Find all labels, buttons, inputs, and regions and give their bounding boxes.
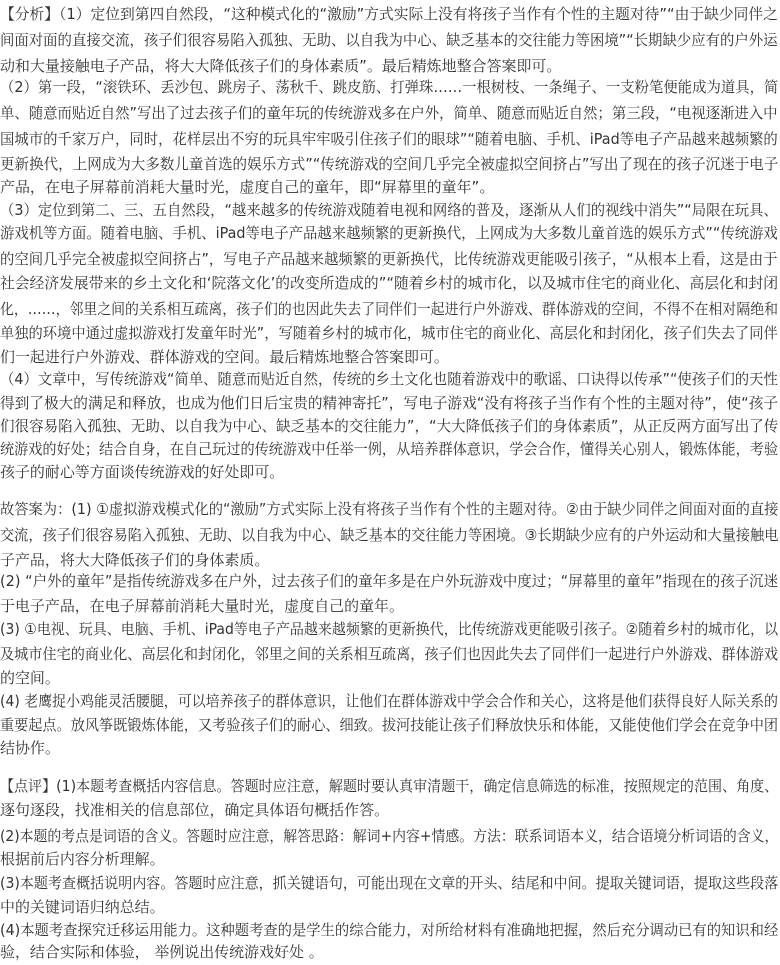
analysis-line: 更新换代，上网成为大多数儿童首选的娱乐方式”“传统游戏的空间几乎完全被虚拟空间挤占”写出了现在的孩子沉迷于电子 [0,155,778,173]
answer-line: 交流，孩子们很容易陷入孤独、无助、以自我为中心、缺乏基本的交往能力等困境。③长期缺少应有的户外运动和大量接触电 [0,526,778,544]
analysis-line: 单、随意而贴近自然”写出了过去孩子们的童年玩的传统游戏多在户外，简单、随意而贴近自然；第三段，“电视逐渐进入中 [0,104,778,122]
answer-line: 重要起点。放风筝既锻炼体能，又考验孩子们的耐心、细致。拔河技能让孩子们释放快乐和体能，又能使他们学会在竞争中团 [0,716,778,734]
comment-line: 中的关键词语归纳总结。 [0,898,165,916]
analysis-line: 得到了极大的满足和释放，也成为他们日后宝贵的精神寄托”，写电子游戏“没有将孩子当作有个性的主题对待”，使“孩子 [0,394,778,412]
analysis-line: 统游戏的好处；结合自身，在自己玩过的传统游戏中任举一例，从培养群体意识，学会合作，懂得关心别人，锻炼体能，考验 [0,440,778,458]
answer-line: (4) 老鹰捉小鸡能灵活腰腿，可以培养孩子的群体意识，让他们在群体游戏中学会合作和关心，这将是他们获得良好人际关系的 [0,692,778,710]
answer-line: 子产品，将大大降低孩子们的身体素质。 [0,551,270,569]
comment-line: 逐句逐段，找准相关的信息部位，确定具体语句概括作答。 [0,801,390,819]
analysis-line: 们一起进行户外游戏、群体游戏的空间。最后精炼地整合答案即可。 [0,348,449,366]
analysis-line: 动和大量接触电子产品，将大大降低孩子们的身体素质”。最后精炼地整合答案即可。 [0,57,562,75]
analysis-line: 游戏机等方面。随着电脑、手机、iPad等电子产品越来越频繁的更新换代，上网成为大多数儿童首选的娱乐方式”“传统游戏 [0,224,778,242]
comment-line: 根据前后内容分析理解。 [0,850,165,868]
analysis-line: 国城市的千家万户，同时，花样层出不穷的玩具牢牢吸引住孩子们的眼球”“随着电脑、手机、iPad等电子产品越来越频繁的 [0,130,778,148]
analysis-line: 的空间几乎完全被虚拟空间挤占”，写电子产品越来越频繁的更新换代，比传统游戏更能吸引孩子，“从根本上看，这是由于 [0,250,778,268]
analysis-line: 单独的环境中通过虚拟游戏打发童年时光”，写随着乡村的城市化，城市住宅的商业化、高层化和封闭化，孩子们失去了同伴 [0,324,778,342]
analysis-line: 产品，在电子屏幕前消耗大量时光，虚度自己的童年，即“屏幕里的童年”。 [0,178,495,196]
analysis-line: （2）第一段，“滚铁环、丢沙包、跳房子、荡秋千、跳皮筋、打弹珠……一根树枝、一条绳子、一支粉笔便能成为道具，简 [0,78,778,96]
analysis-line: （4）文章中，写传统游戏“简单、随意而贴近自然，传统的乡土文化也随着游戏中的歌谣、口诀得以传承”“使孩子们的天性 [0,370,778,388]
answer-line: 结协作。 [0,739,60,757]
analysis-line: 间面对面的直接交流，孩子们很容易陷入孤独、无助、以自我为中心、缺乏基本的交往能力等困境”“长期缺少应有的户外运 [0,31,778,49]
analysis-line: 社会经济发展带来的乡土文化和‘院落文化’的改变所造成的”“随着乡村的城市化，以及城市住宅的商业化、高层化和封闭 [0,274,778,292]
analysis-line: 们很容易陷入孤独、无助、以自我为中心、缺乏基本的交往能力”，“大大降低孩子们的身体素质”，从正反两方面写出了传 [0,417,778,435]
analysis-line: 【分析】（1）定位到第四自然段，“这种模式化的“激励”方式实际上没有将孩子当作有个性的主题对待”“由于缺少同伴之 [0,5,778,23]
answer-line: (2) “户外的童年”是指传统游戏多在户外，过去孩子们的童年多是在户外玩游戏中度过；“屏幕里的童年”指现在的孩子沉迷 [0,572,778,590]
answer-line: 于电子产品，在电子屏幕前消耗大量时光，虚度自己的童年。 [0,597,404,615]
comment-line: (4)本题考查探究迁移运用能力。这种题考查的是学生的综合能力，对所给材料有准确地把握，然后充分调动已有的知识和经 [0,921,778,939]
answer-line: (3) ①电视、玩具、电脑、手机、iPad等电子产品越来越频繁的更新换代，比传统游戏更能吸引孩子。②随着乡村的城市化，以 [0,620,778,638]
analysis-line: 孩子的耐心等方面谈传统游戏的好处即可。 [0,463,285,481]
analysis-line: 化，……，邻里之间的关系相互疏离，孩子们的也因此失去了同伴们一起进行户外游戏、群体游戏的空间，不得不在相对隔绝和 [0,300,778,318]
comment-line: 验，结合实际和体验， 举例说出传统游戏好处 。 [0,943,324,961]
answer-line: 故答案为：(1) ①虚拟游戏模式化的“激励”方式实际上没有将孩子当作有个性的主题对待。②由于缺少同伴之间面对面的直接 [0,500,778,518]
answer-line: 及城市住宅的商业化、高层化和封闭化，邻里之间的关系相互疏离，孩子们也因此失去了同伴们一起进行户外游戏、群体游戏 [0,645,778,663]
comment-line: (3)本题考查概括说明内容。答题时应注意，抓关键语句，可能出现在文章的开头、结尾和中间。提取关键词语，提取这些段落 [0,874,778,892]
comment-line: 【点评】(1)本题考查概括内容信息。答题时应注意，解题时要认真审清题干，确定信息筛选的标准，按照规定的范围、角度、 [0,777,778,795]
answer-line: 的空间。 [0,669,60,687]
comment-line: (2)本题的考点是词语的含义。答题时应注意，解答思路：解词+内容+情感。方法：联系词语本义，结合语境分析词语的含义， [0,827,778,845]
analysis-line: （3）定位到第二、三、五自然段，“越来越多的传统游戏随着电视和网络的普及，逐渐从人们的视线中消失”“局限在玩具、 [0,201,778,219]
